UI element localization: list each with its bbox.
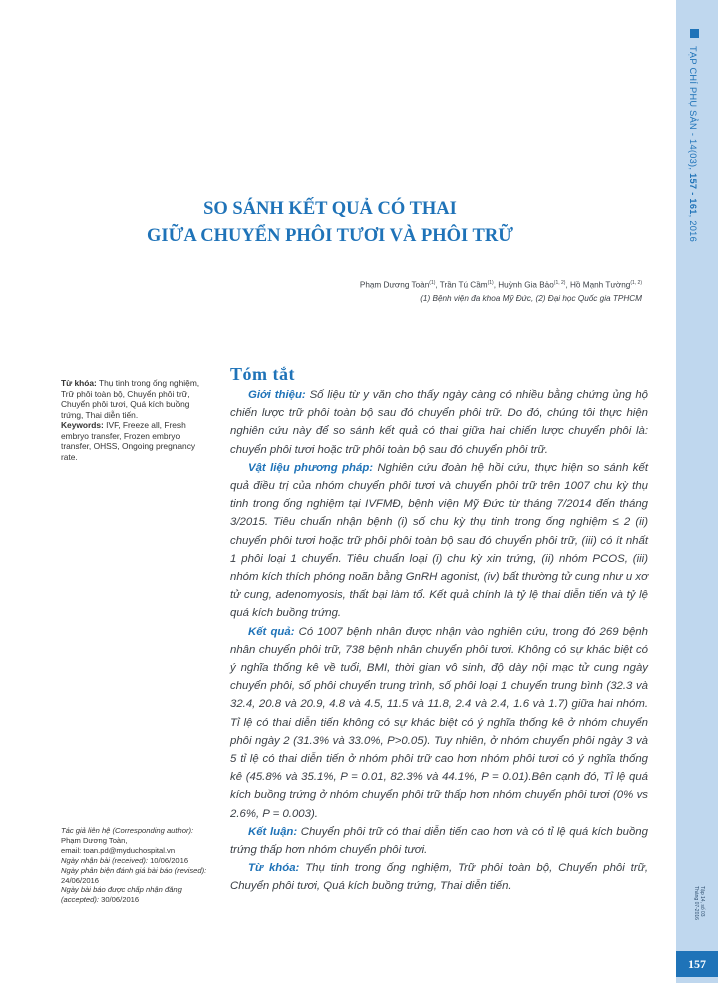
abstract-conclusion	[230, 823, 648, 859]
abstract-intro	[230, 386, 648, 459]
abstract-heading: Tóm tắt	[230, 364, 295, 384]
keywords-en-label: Keywords:	[61, 420, 104, 430]
author-list	[360, 280, 642, 290]
corresponding-author-name: Phạm Dương Toàn,	[61, 835, 128, 845]
author-2: , Trần Tú Cầm	[435, 280, 488, 290]
author-4: , Hồ Mạnh Tường	[565, 280, 631, 290]
abstract-results	[230, 623, 648, 823]
author-2-affil: (1)	[487, 280, 494, 286]
intro-text: Số liệu từ y văn cho thấy ngày càng có nhiều bằng chứng ủng hộ chiến lược trữ phôi toàn bộ sau đó chuyển phôi trữ. Do đó, chúng tôi thực hiện nghiên cứu này để so sánh kết quả có thai giữa hai chiến lược chuyển phôi là: chuyển phôi tươi hoặc trữ phôi toàn bộ sau đó chuyển phôi trữ.	[230, 389, 648, 456]
issue-line-2: Tháng 07-2016	[693, 886, 699, 920]
issue-info	[693, 886, 705, 920]
intro-label: Giới thiệu:	[248, 389, 306, 401]
journal-prefix: TẠP CHÍ PHỤ SẢN - 14(03),	[688, 46, 698, 174]
correspondence-info	[61, 826, 209, 905]
abstract-methods	[230, 459, 648, 623]
author-3: , Huỳnh Gia Bảo	[493, 280, 554, 290]
journal-pages: 157 - 161	[688, 173, 698, 215]
revised-label: Ngày phản biện đánh giá bài báo (revised):	[61, 865, 207, 875]
page-number: 157	[676, 951, 718, 977]
conclusion-text: Chuyển phôi trữ có thai diễn tiến cao hơn và có tỉ lệ quá kích buồng trứng thấp hơn nhóm chuyển phôi tươi.	[230, 825, 648, 857]
keywords-en-text: IVF, Freeze all, Fresh embryo transfer, Frozen embryo transfer, OHSS, Ongoing pregnancy rate.	[61, 420, 196, 462]
author-4-affil: (1, 2)	[630, 280, 642, 286]
band-square-marker	[690, 29, 699, 38]
journal-running-head	[688, 46, 698, 242]
author-1: Phạm Dương Toàn	[359, 280, 430, 290]
accepted-date: 30/06/2016	[99, 895, 140, 905]
issue-line-1: Tập 14, số 03	[699, 886, 705, 917]
corresponding-author-label: Tác giả liên hệ (Corresponding author):	[61, 826, 194, 835]
article-title-line-1: SO SÁNH KẾT QUẢ CÓ THAI	[203, 199, 457, 219]
methods-text: Nghiên cứu đoàn hệ hồi cứu, thực hiện so sánh kết quả điều trị của nhóm chuyển phôi tươi và chuyển phôi trữ trên 1007 chu kỳ thụ tinh trong ống nghiệm tại IVFMĐ, bệnh viện Mỹ Đức từ tháng 7/2014 đến tháng 3/2015. Tiêu chuẩn nhận bệnh (i) số chu kỳ thụ tinh trong ống nghiệm ≤ 2 (ii) chuyển phôi tươi hoặc trữ phôi phôi toàn bộ sau đó chuyển phôi trữ, (iii) có ít nhất 1 phôi loại 1 chuyển. Tiêu chuẩn loại (i) chu kỳ xin trứng, (ii) nhóm PCOS, (iii) nhóm kích thích phóng noãn bằng GnRH agonist, (iv) bất thường tử cung như u xơ tử cung, adenomyosis, thất bại làm tổ. Kết quả chính là tỷ lệ thai diễn tiến và tỷ lệ quá kích buồng trứng.	[230, 461, 648, 620]
corresponding-author-email: email: toan.pd@myduchospital.vn	[61, 845, 176, 855]
abstract-keywords	[230, 859, 648, 895]
abstract-keywords-label: Từ khóa:	[248, 862, 300, 875]
keywords-en	[61, 420, 201, 462]
accepted-label: Ngày bài báo được chấp nhận đăng (accepted):	[61, 885, 182, 905]
affiliations: (1) Bệnh viện đa khoa Mỹ Đức, (2) Đại học Quốc gia TPHCM	[420, 294, 642, 303]
keywords-vi-text: Thụ tinh trong ống nghiệm, Trữ phôi toàn bộ, Chuyển phôi trữ, Chuyển phôi tươi, Quá kích buồng trứng, Thai diễn tiến.	[61, 378, 200, 420]
journal-year: , 2016	[688, 214, 698, 242]
received-label: Ngày nhận bài (received):	[61, 855, 148, 865]
keywords-sidebar	[61, 378, 201, 462]
revised-date: 24/06/2016	[61, 875, 100, 885]
author-1-affil: (1)	[429, 280, 436, 286]
author-3-affil: (1, 2)	[553, 280, 566, 286]
abstract-keywords-text: Thụ tinh trong ống nghiệm, Trữ phôi toàn bộ, Chuyển phôi trữ, Chuyển phôi tươi, Quá kích buồng trứng, Thai diễn tiến.	[230, 862, 648, 893]
methods-label: Vật liệu phương pháp:	[248, 461, 374, 474]
abstract-body	[230, 386, 648, 896]
received-date: 10/06/2016	[147, 855, 189, 865]
results-text: Có 1007 bệnh nhân được nhận vào nghiên cứu, trong đó 269 bệnh nhân chuyển phôi trữ, 738 bệnh nhân chuyển phôi tươi. Không có sự khác biệt có ý nghĩa thống kê về tuổi, BMI, thời gian vô sinh, độ dày nội mạc tử cung ngày chuyển phôi, số phôi chuyển trung trình, số phôi loại 1 chuyển trung bình (32.3 và 32.4, 20.8 và 20.9, 4.8 và 4.5, 11.5 và 11.8, 2.4 và 2.4, 1.6 và 1.7) giữa hai nhóm. Tỉ lệ có thai diễn tiến không có sự khác biệt có ý nghĩa thống kê ở nhóm chuyển phôi ngày 2 (31.3% và 33.0%, P>0.05). Tuy nhiên, ở nhóm chuyển phôi ngày 3 và 5 tỉ lệ có thai diễn tiến ở nhóm phôi trữ cao hơn nhóm phôi tươi có ý nghĩa thống kê (45.8% và 35.1%, P = 0.01, 82.3% và 44.1%, P = 0.01).Bên cạnh đó, Tỉ lệ quá kích buồng trứng ở nhóm chuyển phôi trữ thấp hơn nhóm chuyển phôi tươi (0% vs 2.6%, P = 0.003).	[230, 625, 648, 820]
results-label: Kết quả:	[248, 625, 295, 638]
article-title-line-2: GIỮA CHUYỂN PHÔI TƯƠI VÀ PHÔI TRỮ	[147, 226, 513, 246]
conclusion-label: Kết luận:	[248, 825, 298, 838]
keywords-vi-label: Từ khóa:	[61, 378, 97, 388]
keywords-vi	[61, 378, 201, 420]
